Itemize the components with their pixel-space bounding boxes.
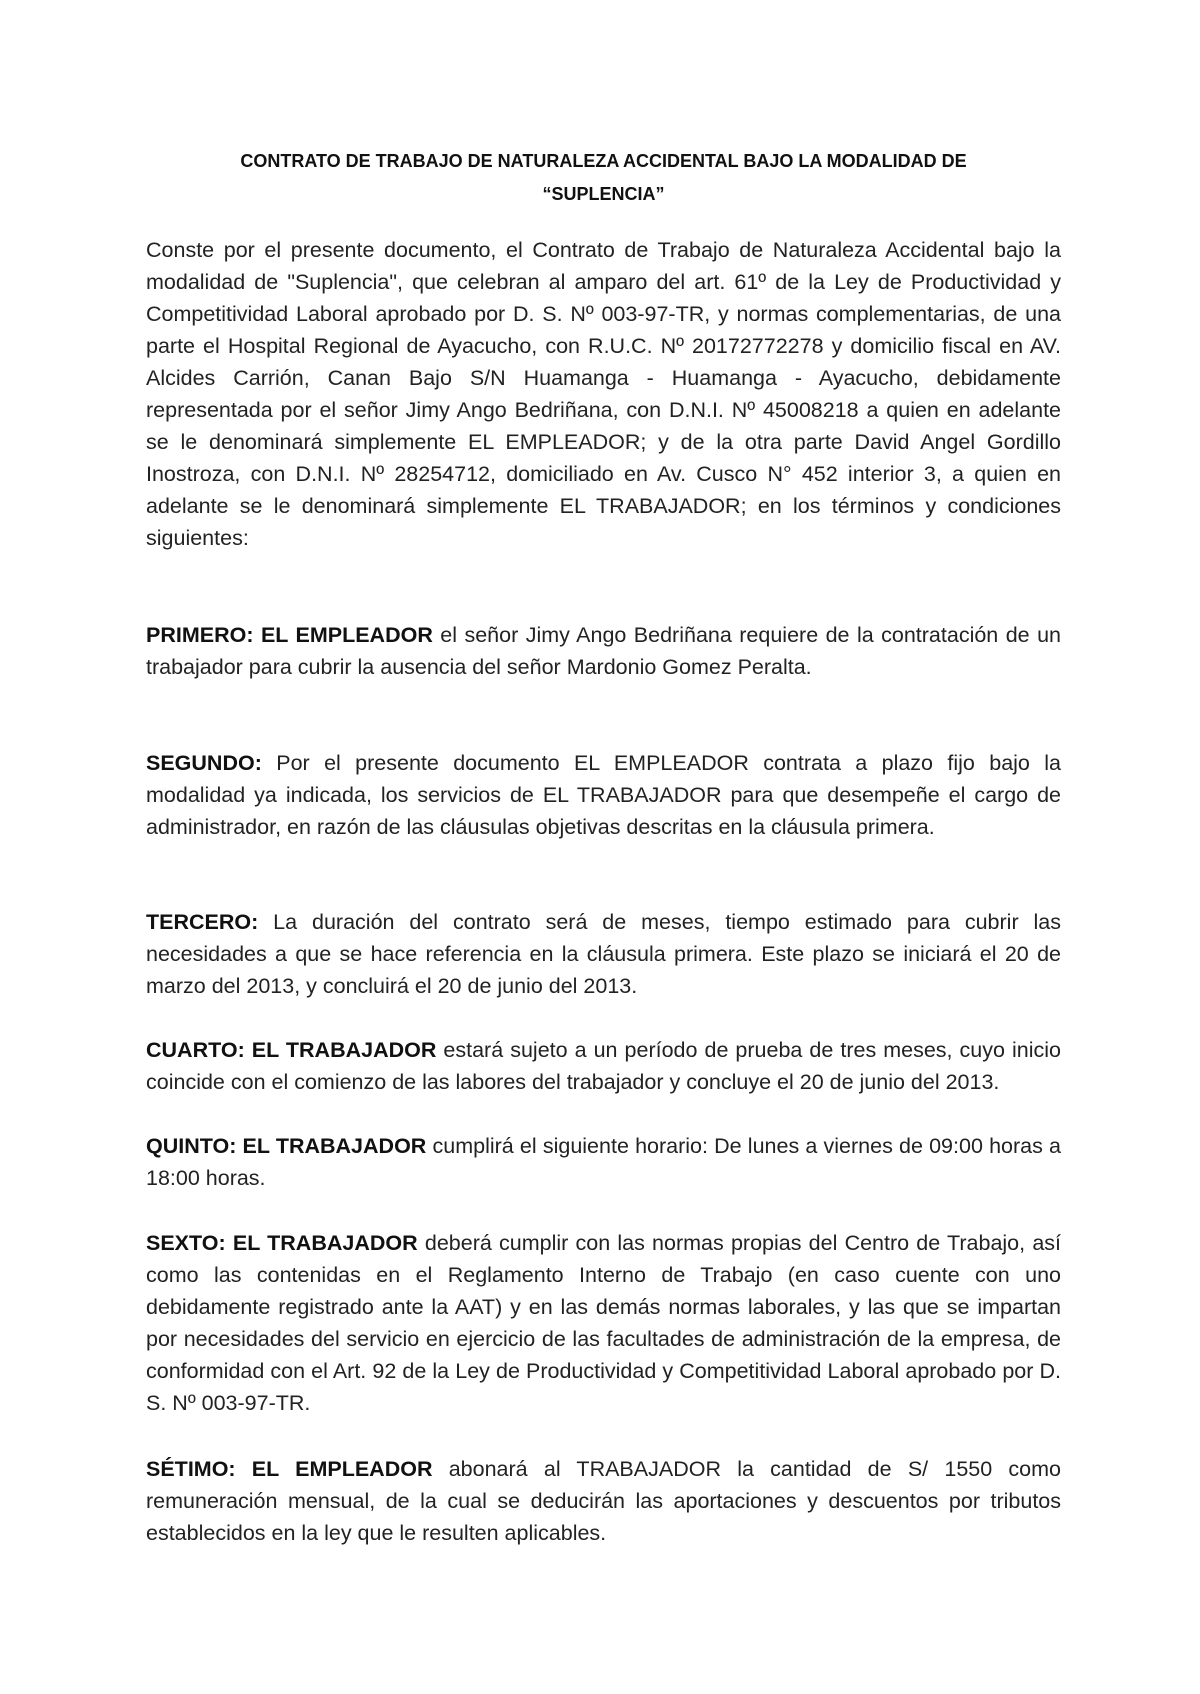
clause-tercero: [146, 906, 1061, 1002]
clause-heading: SEXTO: EL TRABAJADOR: [146, 1231, 418, 1255]
contract-title: [146, 145, 1061, 211]
clause-segundo: [146, 747, 1061, 843]
clause-sexto: [146, 1227, 1061, 1419]
clause-heading: CUARTO: EL TRABAJADOR: [146, 1038, 437, 1062]
clause-text: abonará al TRABAJADOR la cantidad de S/ 1550 como remuneración mensual, de la cual se deducirán las aportaciones y descuentos por tributos establecidos en la ley que le resulten aplicables.: [146, 1457, 1061, 1545]
contract-title-line-1: CONTRATO DE TRABAJO DE NATURALEZA ACCIDENTAL BAJO LA MODALIDAD DE: [240, 151, 967, 171]
clause-heading: TERCERO:: [146, 910, 259, 934]
clause-text: deberá cumplir con las normas propias del Centro de Trabajo, así como las contenidas en el Reglamento Interno de Trabajo (en caso cuente con uno debidamente registrado ante la AAT) y en las demás normas laborales, y las que se impartan por necesidades del servicio en ejercicio de las facultades de administración de la empresa, de conformidad con el Art. 92 de la Ley de Productividad y Competitividad Laboral aprobado por D. S. Nº 003-97-TR.: [146, 1231, 1061, 1415]
clause-primero: [146, 619, 1061, 683]
clause-quinto: [146, 1130, 1061, 1194]
clause-cuarto: [146, 1034, 1061, 1098]
clause-heading: PRIMERO: EL EMPLEADOR: [146, 623, 433, 647]
clause-heading: QUINTO: EL TRABAJADOR: [146, 1134, 427, 1158]
clause-text: La duración del contrato será de meses, tiempo estimado para cubrir las necesidades a que se hace referencia en la cláusula primera. Este plazo se iniciará el 20 de marzo del 2013, y concluirá el 20 de junio del 2013.: [146, 910, 1061, 998]
clause-text: cumplirá el siguiente horario: De lunes a viernes de 09:00 horas a 18:00 horas.: [146, 1134, 1061, 1190]
clause-text: Por el presente documento EL EMPLEADOR contrata a plazo fijo bajo la modalidad ya indicada, los servicios de EL TRABAJADOR para que desempeñe el cargo de administrador, en razón de las cláusulas objetivas descritas en la cláusula primera.: [146, 751, 1061, 839]
clause-heading: SÉTIMO: EL EMPLEADOR: [146, 1457, 433, 1481]
clause-heading: SEGUNDO:: [146, 751, 262, 775]
clause-text: estará sujeto a un período de prueba de tres meses, cuyo inicio coincide con el comienzo de las labores del trabajador y concluye el 20 de junio del 2013.: [146, 1038, 1061, 1094]
contract-title-line-2: “SUPLENCIA”: [542, 184, 665, 204]
intro-paragraph: Conste por el presente documento, el Contrato de Trabajo de Naturaleza Accidental bajo la modalidad de "Suplencia", que celebran al amparo del art. 61º de la Ley de Productividad y Competitividad Laboral aprobado por D. S. Nº 003-97-TR, y normas complementarias, de una parte el Hospital Regional de Ayacucho, con R.U.C. Nº 20172772278 y domicilio fiscal en AV. Alcides Carrión, Canan Bajo S/N Huamanga - Huamanga - Ayacucho, debidamente representada por el señor Jimy Ango Bedriñana, con D.N.I. Nº 45008218 a quien en adelante se le denominará simplemente EL EMPLEADOR; y de la otra parte David Angel Gordillo Inostroza, con D.N.I. Nº 28254712, domiciliado en Av. Cusco N° 452 interior 3, a quien en adelante se le denominará simplemente EL TRABAJADOR; en los términos y condiciones siguientes:: [146, 238, 1061, 550]
clause-setimo: [146, 1453, 1061, 1549]
clause-text: el señor Jimy Ango Bedriñana requiere de la contratación de un trabajador para cubrir la ausencia del señor Mardonio Gomez Peralta.: [146, 623, 1061, 679]
